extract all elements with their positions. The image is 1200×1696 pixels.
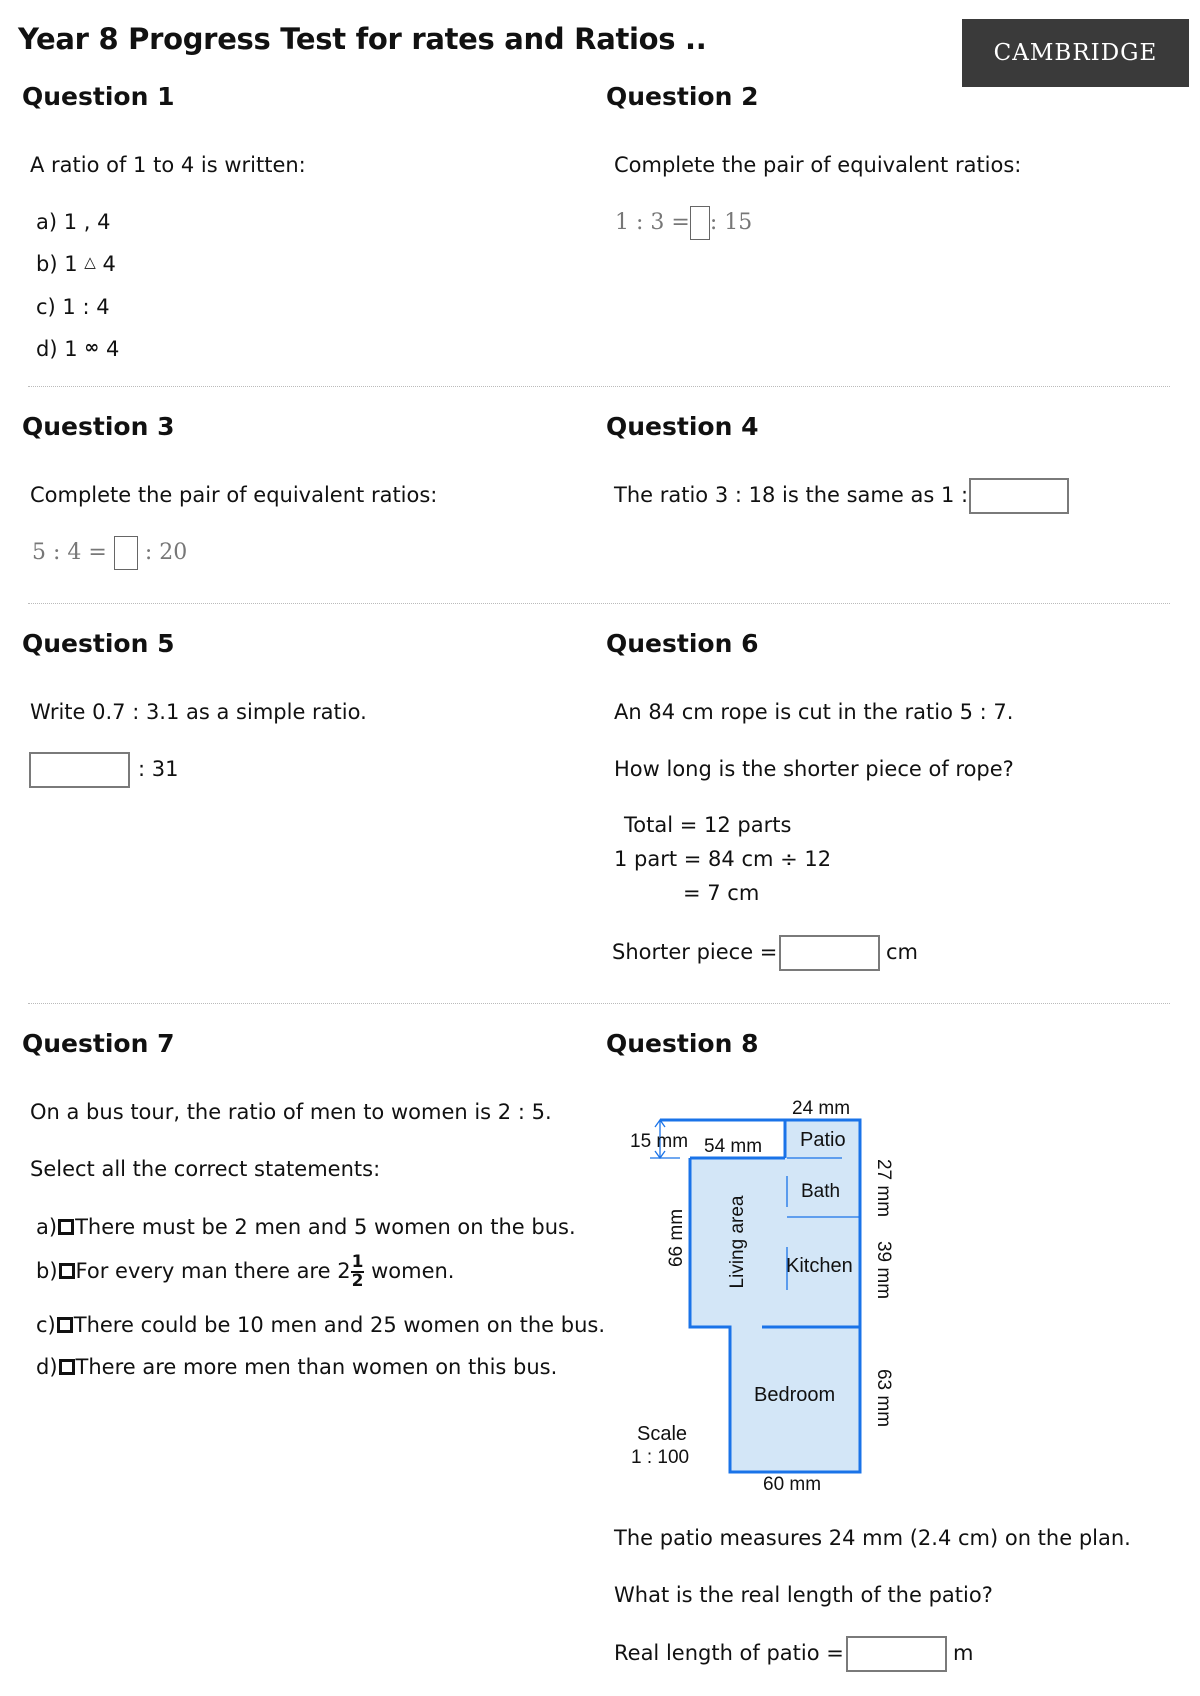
q6-question: How long is the shorter piece of rope? [614, 757, 1014, 781]
q6-working-1: Total = 12 parts [624, 813, 792, 837]
q3-left: 5 : 4 = [32, 540, 107, 565]
q7-option-b-text-pre: For every man there are 2 [75, 1259, 351, 1283]
q1-option-a[interactable]: a) 1 , 4 [36, 210, 111, 234]
q6-answer-unit: cm [886, 940, 919, 964]
label-bottom-width: 60 mm [763, 1474, 822, 1495]
q7-instruction: Select all the correct statements: [30, 1157, 381, 1181]
q5-prompt: Write 0.7 : 3.1 as a simple ratio. [30, 700, 367, 724]
q8-answer-unit: m [953, 1641, 974, 1665]
label-top-width: 24 mm [792, 1098, 851, 1119]
q8-heading: Question 8 [606, 1029, 759, 1058]
label-kitchen: Kitchen [786, 1255, 853, 1277]
label-height-kitchen: 39 mm [873, 1240, 894, 1300]
q7-option-a-text: There must be 2 men and 5 women on the bus. [75, 1215, 576, 1239]
q1-option-b-label: b) 1 [36, 252, 78, 276]
label-scale: Scale [637, 1423, 688, 1445]
label-scale-value: 1 : 100 [631, 1447, 690, 1468]
label-height-left: 66 mm [666, 1208, 687, 1268]
q3-prompt: Complete the pair of equivalent ratios: [30, 483, 438, 507]
q1-option-c[interactable]: c) 1 : 4 [36, 295, 110, 319]
q2-heading: Question 2 [606, 82, 759, 111]
q7-heading: Question 7 [22, 1029, 175, 1058]
triangle-symbol-icon: △ [84, 253, 96, 271]
floor-plan-fill [690, 1120, 860, 1472]
infinity-symbol-icon: ∞ [84, 337, 100, 358]
q7-option-b-text-post: women. [371, 1259, 455, 1283]
label-left-offset: 15 mm [630, 1131, 689, 1152]
q7-option-c-label: c) [36, 1313, 56, 1337]
q1-option-d-tail: 4 [105, 337, 120, 361]
label-height-bedroom: 63 mm [873, 1368, 894, 1428]
q6-answer-label: Shorter piece = [612, 940, 778, 964]
q3-heading: Question 3 [22, 412, 175, 441]
q5-suffix: : 31 [138, 757, 179, 781]
q7-option-a-label: a) [36, 1215, 58, 1239]
q6-heading: Question 6 [606, 629, 759, 658]
q1-option-d-label: d) 1 [36, 337, 78, 361]
q7-option-c-text: There could be 10 men and 25 women on the bus. [73, 1313, 605, 1337]
q5-heading: Question 5 [22, 629, 175, 658]
q6-prompt: An 84 cm rope is cut in the ratio 5 : 7. [614, 700, 1014, 724]
q8-question: What is the real length of the patio? [614, 1583, 993, 1607]
q7-option-d-label: d) [36, 1355, 58, 1379]
q8-answer-label: Real length of patio = [614, 1641, 844, 1665]
q7-option-b-label: b) [36, 1259, 58, 1283]
label-living-area: Living area [727, 1195, 748, 1289]
q4-prompt: The ratio 3 : 18 is the same as 1 : [614, 483, 969, 507]
label-height-bath: 27 mm [873, 1158, 894, 1218]
page-title: Year 8 Progress Test for rates and Ratios .. [18, 22, 707, 56]
q1-option-b-tail: 4 [102, 252, 116, 276]
label-inner-width: 54 mm [704, 1136, 763, 1157]
label-bath: Bath [801, 1181, 841, 1202]
q6-working-2: 1 part = 84 cm ÷ 12 [614, 847, 832, 871]
q8-answer-box[interactable] [846, 1636, 947, 1672]
fraction-denominator: 2 [351, 1271, 364, 1291]
q7-option-d-text: There are more men than women on this bus. [75, 1355, 558, 1379]
q8-statement: The patio measures 24 mm (2.4 cm) on the plan. [614, 1526, 1131, 1550]
label-bedroom: Bedroom [754, 1384, 836, 1406]
q7-prompt: On a bus tour, the ratio of men to women is 2 : 5. [30, 1100, 552, 1124]
label-patio: Patio [800, 1129, 846, 1151]
q1-heading: Question 1 [22, 82, 175, 111]
q2-left: 1 : 3 = [615, 210, 690, 235]
cambridge-logo: CAMBRIDGE [962, 19, 1189, 87]
q3-right: : 20 [144, 540, 188, 565]
q2-prompt: Complete the pair of equivalent ratios: [614, 153, 1022, 177]
q4-heading: Question 4 [606, 412, 759, 441]
fraction-numerator: 1 [351, 1252, 364, 1272]
q6-working-3: = 7 cm [683, 881, 760, 905]
q1-prompt: A ratio of 1 to 4 is written: [30, 153, 306, 177]
q2-right: : 15 [709, 210, 753, 235]
